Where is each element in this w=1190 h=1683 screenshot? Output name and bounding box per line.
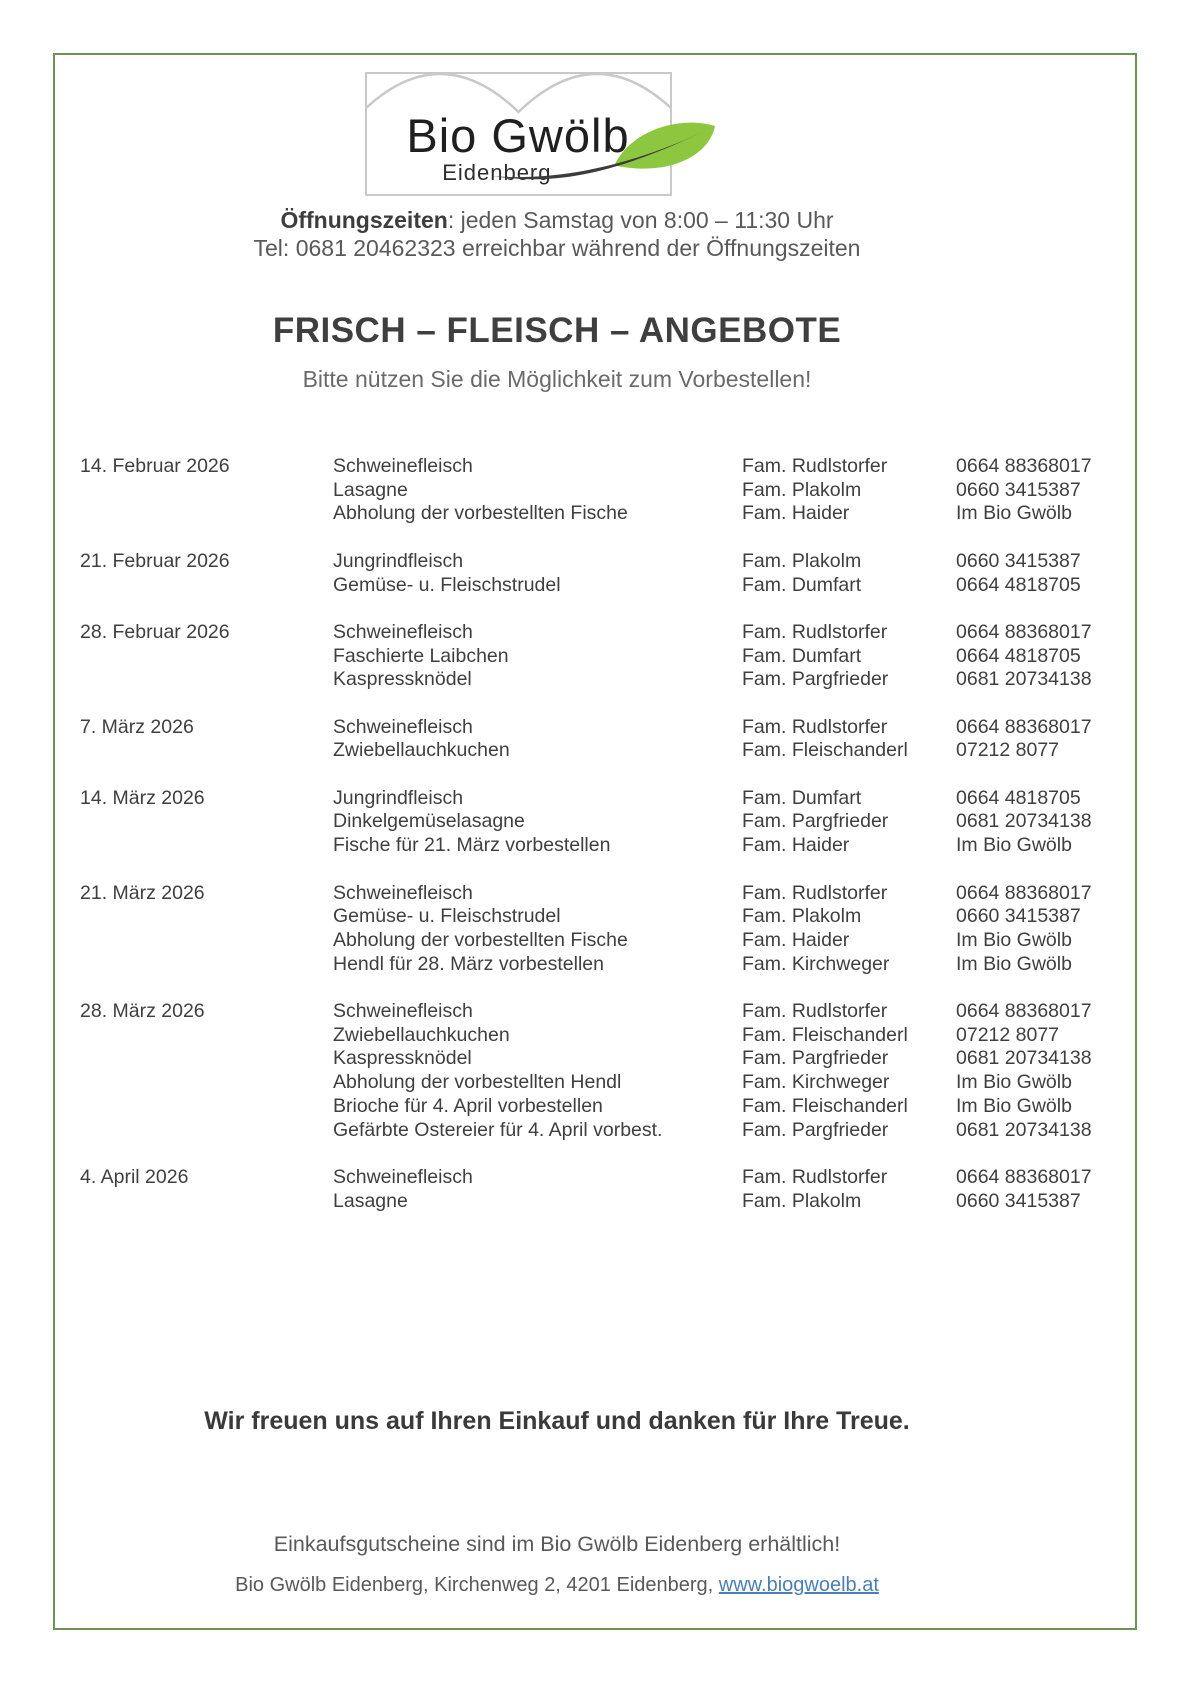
offer-rows xyxy=(333,716,1137,763)
offer-family: Fam. Pargfrieder xyxy=(742,1118,889,1141)
offer-rows xyxy=(333,1166,1137,1213)
offer-product: Abholung der vorbestellten Hendl xyxy=(333,1071,622,1094)
offer-product: Gefärbte Ostereier für 4. April vorbest. xyxy=(333,1118,663,1141)
offer-family: Fam. Fleischanderl xyxy=(742,1023,908,1046)
offer-date: 7. März 2026 xyxy=(80,715,194,738)
offer-product: Gemüse- u. Fleischstrudel xyxy=(333,905,561,928)
offer-product: Lasagne xyxy=(333,1189,408,1212)
offer-contact: 0681 20734138 xyxy=(956,810,1092,833)
offer-block xyxy=(80,455,1137,526)
offer-product: Kaspressknödel xyxy=(333,668,472,691)
offer-rows xyxy=(333,455,1137,526)
offer-row xyxy=(333,1119,1137,1143)
offer-row xyxy=(333,787,1137,811)
offer-product: Lasagne xyxy=(333,478,408,501)
offer-product: Schweinefleisch xyxy=(333,1165,473,1188)
offer-contact: 0681 20734138 xyxy=(956,1118,1092,1141)
offer-row xyxy=(333,668,1137,692)
offer-product: Zwiebellauchkuchen xyxy=(333,1023,510,1046)
voucher-line: Einkaufsgutscheine sind im Bio Gwölb Eidenberg erhältlich! xyxy=(273,1532,841,1557)
offer-contact: 0664 88368017 xyxy=(956,1165,1092,1188)
leaf-icon xyxy=(487,112,722,192)
offer-rows xyxy=(333,621,1137,692)
offer-row xyxy=(333,455,1137,479)
offer-row xyxy=(333,479,1137,503)
offer-product: Jungrindfleisch xyxy=(333,786,464,809)
offer-contact: Im Bio Gwölb xyxy=(956,502,1072,525)
bottom-column xyxy=(53,1407,1061,1597)
subtitle: Bitte nützen Sie die Möglichkeit zum Vorbestellen! xyxy=(302,366,812,392)
offer-block xyxy=(80,716,1137,763)
offer-family: Fam. Pargfrieder xyxy=(742,668,889,691)
offer-row xyxy=(333,502,1137,526)
offer-family: Fam. Rudlstorfer xyxy=(742,881,888,904)
offer-family: Fam. Rudlstorfer xyxy=(742,455,888,477)
logo xyxy=(365,72,672,196)
offer-contact: 0660 3415387 xyxy=(956,1189,1081,1212)
offer-family: Fam. Plakolm xyxy=(742,905,862,928)
address-line xyxy=(53,1574,1061,1597)
website-link[interactable]: www.biogwoelb.at xyxy=(718,1574,879,1597)
offer-contact: Im Bio Gwölb xyxy=(956,1094,1072,1117)
offer-date: 4. April 2026 xyxy=(80,1165,189,1188)
offer-family: Fam. Rudlstorfer xyxy=(742,1165,888,1188)
closing-line: Wir freuen uns auf Ihren Einkauf und danken für Ihre Treue. xyxy=(204,1407,910,1436)
offer-family: Fam. Fleischanderl xyxy=(742,1094,908,1117)
offer-contact: 07212 8077 xyxy=(956,1023,1060,1046)
offer-row xyxy=(333,716,1137,740)
offer-rows xyxy=(333,882,1137,977)
offer-date: 14. März 2026 xyxy=(80,786,205,809)
offer-date: 21. Februar 2026 xyxy=(80,549,230,572)
offer-row xyxy=(333,953,1137,977)
offer-contact: 0664 4818705 xyxy=(956,573,1081,596)
offer-product: Schweinefleisch xyxy=(333,455,473,477)
offer-product: Abholung der vorbestellten Fische xyxy=(333,928,628,951)
offer-row xyxy=(333,1000,1137,1024)
offer-product: Zwiebellauchkuchen xyxy=(333,739,510,762)
offer-row xyxy=(333,882,1137,906)
offer-product: Brioche für 4. April vorbestellen xyxy=(333,1094,603,1117)
offer-row xyxy=(333,1047,1137,1071)
offer-product: Kaspressknödel xyxy=(333,1047,472,1070)
offer-family: Fam. Kirchweger xyxy=(742,952,890,975)
offer-product: Gemüse- u. Fleischstrudel xyxy=(333,573,561,596)
offers-list xyxy=(53,455,1137,1213)
offer-contact: 0664 4818705 xyxy=(956,644,1081,667)
offer-family: Fam. Plakolm xyxy=(742,1189,862,1212)
offer-date: 21. März 2026 xyxy=(80,881,205,904)
opening-hours-text: : jeden Samstag von 8:00 – 11:30 Uhr xyxy=(447,207,834,233)
offer-row xyxy=(333,739,1137,763)
offer-row xyxy=(333,1071,1137,1095)
offer-row xyxy=(333,1190,1137,1214)
offer-family: Fam. Pargfrieder xyxy=(742,1047,889,1070)
center-column xyxy=(53,72,1061,393)
offer-rows xyxy=(333,550,1137,597)
offer-family: Fam. Dumfart xyxy=(742,786,862,809)
offer-contact: Im Bio Gwölb xyxy=(956,952,1072,975)
offer-rows xyxy=(333,1000,1137,1142)
offer-contact: 0664 88368017 xyxy=(956,881,1092,904)
offer-block xyxy=(80,1166,1137,1213)
offer-contact: 0660 3415387 xyxy=(956,478,1081,501)
offer-row xyxy=(333,905,1137,929)
brand-text: Bio Gwölb xyxy=(406,109,630,162)
offer-contact: 0664 88368017 xyxy=(956,620,1092,643)
offer-product: Schweinefleisch xyxy=(333,1000,473,1023)
offer-row xyxy=(333,621,1137,645)
offer-family: Fam. Haider xyxy=(742,834,850,857)
offer-row xyxy=(333,645,1137,669)
offer-family: Fam. Kirchweger xyxy=(742,1071,890,1094)
offer-contact: Im Bio Gwölb xyxy=(956,834,1072,857)
phone-line: Tel: 0681 20462323 erreichbar während der Öffnungszeiten xyxy=(253,235,861,261)
offer-block xyxy=(80,1000,1137,1142)
offer-row xyxy=(333,1024,1137,1048)
offer-product: Jungrindfleisch xyxy=(333,549,464,572)
offer-family: Fam. Pargfrieder xyxy=(742,810,889,833)
offer-block xyxy=(80,550,1137,597)
offer-contact: 0660 3415387 xyxy=(956,549,1081,572)
offer-row xyxy=(333,834,1137,858)
offer-family: Fam. Haider xyxy=(742,928,850,951)
offer-contact: 0681 20734138 xyxy=(956,1047,1092,1070)
offer-product: Schweinefleisch xyxy=(333,881,473,904)
page-content xyxy=(53,53,1137,1630)
offer-date: 14. Februar 2026 xyxy=(80,455,230,477)
offer-contact: 07212 8077 xyxy=(956,739,1060,762)
address-text: Bio Gwölb Eidenberg, Kirchenweg 2, 4201 Eidenberg, xyxy=(235,1574,719,1597)
offer-product: Faschierte Laibchen xyxy=(333,644,509,667)
offer-row xyxy=(333,1095,1137,1119)
offer-row xyxy=(333,810,1137,834)
offer-contact: 0660 3415387 xyxy=(956,905,1081,928)
offer-contact: 0664 88368017 xyxy=(956,715,1092,738)
offer-product: Dinkelgemüselasagne xyxy=(333,810,525,833)
offer-contact: 0664 4818705 xyxy=(956,786,1081,809)
location-text: Eidenberg xyxy=(442,160,552,185)
offer-product: Hendl für 28. März vorbestellen xyxy=(333,952,604,975)
offer-block xyxy=(80,787,1137,858)
offer-family: Fam. Fleischanderl xyxy=(742,739,908,762)
offer-product: Fische für 21. März vorbestellen xyxy=(333,834,611,857)
offer-date: 28. März 2026 xyxy=(80,1000,205,1023)
offer-family: Fam. Rudlstorfer xyxy=(742,620,888,643)
opening-hours-line xyxy=(53,206,1061,234)
opening-hours-label: Öffnungszeiten xyxy=(280,207,448,233)
offer-contact: 0664 88368017 xyxy=(956,1000,1092,1023)
offer-family: Fam. Haider xyxy=(742,502,850,525)
offer-block xyxy=(80,882,1137,977)
offer-family: Fam. Plakolm xyxy=(742,478,862,501)
offer-block xyxy=(80,621,1137,692)
offer-contact: 0664 88368017 xyxy=(956,455,1092,477)
offer-family: Fam. Plakolm xyxy=(742,549,862,572)
offer-row xyxy=(333,574,1137,598)
offer-family: Fam. Rudlstorfer xyxy=(742,1000,888,1023)
offer-product: Schweinefleisch xyxy=(333,715,473,738)
page-title: FRISCH – FLEISCH – ANGEBOTE xyxy=(272,311,842,350)
offer-product: Schweinefleisch xyxy=(333,620,473,643)
offer-contact: Im Bio Gwölb xyxy=(956,1071,1072,1094)
offer-contact: Im Bio Gwölb xyxy=(956,928,1072,951)
offer-row xyxy=(333,1166,1137,1190)
offer-date: 28. Februar 2026 xyxy=(80,620,230,643)
offer-contact: 0681 20734138 xyxy=(956,668,1092,691)
offer-family: Fam. Dumfart xyxy=(742,644,862,667)
offer-product: Abholung der vorbestellten Fische xyxy=(333,502,628,525)
offer-row xyxy=(333,929,1137,953)
offer-family: Fam. Dumfart xyxy=(742,573,862,596)
offer-family: Fam. Rudlstorfer xyxy=(742,715,888,738)
offer-rows xyxy=(333,787,1137,858)
offer-row xyxy=(333,550,1137,574)
